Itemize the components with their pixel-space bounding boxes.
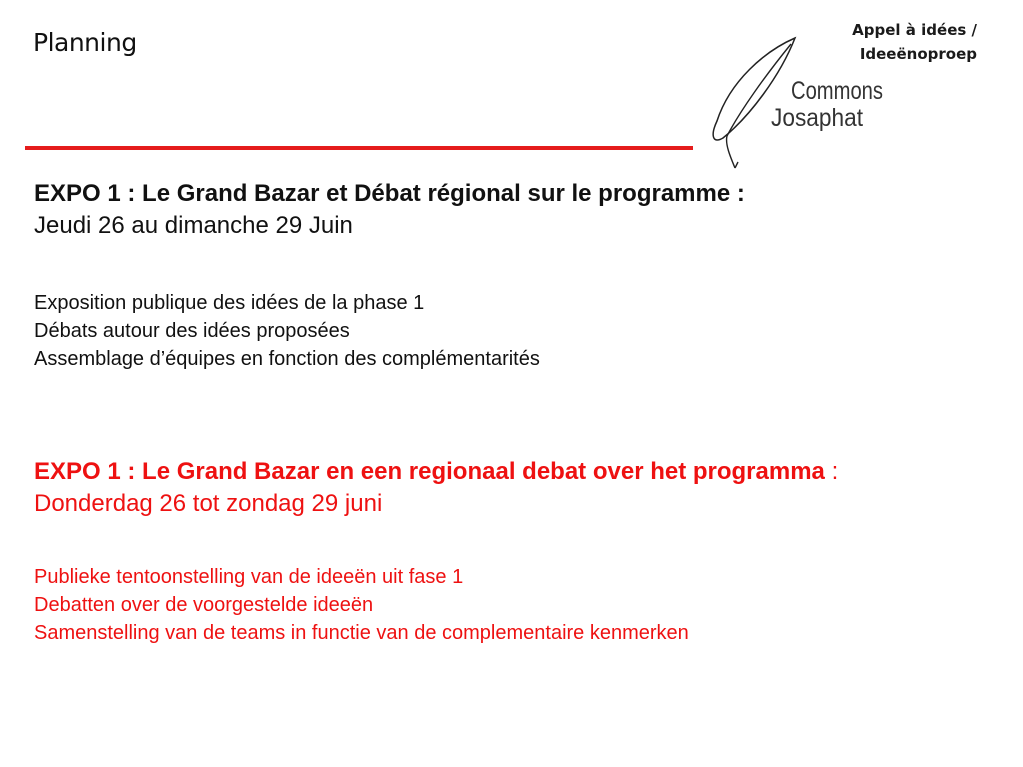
feather-icon [713,38,795,168]
french-event-dates: Jeudi 26 au dimanche 29 Juin [34,212,353,239]
list-item: Publieke tentoonstelling van de ideeën uit fase 1 [34,566,464,588]
title-divider [25,146,693,150]
dutch-event-dates: : Donderdag 26 tot zondag 29 juni [34,458,839,517]
list-item: Exposition publique des idées de la phase 1 [34,292,425,314]
logo-word-commons: Commons [791,77,883,105]
dutch-activity-list [34,563,689,647]
commons-josaphat-logo [705,36,890,171]
list-item: Débats autour des idées proposées [34,320,350,342]
list-item: Debatten over de voorgestelde ideeën [34,594,374,616]
logo-word-josaphat: Josaphat [771,104,864,132]
dutch-event-heading [34,456,934,520]
page-title: Planning [33,28,137,57]
french-event-heading [34,178,974,242]
call-line-dutch: Ideeënoproep [859,45,977,63]
dutch-event-title: EXPO 1 : Le Grand Bazar en een regionaal debat over het programma [34,458,825,485]
list-item: Assemblage d’équipes en fonction des complémentarités [34,348,540,370]
french-activity-list [34,289,540,373]
french-event-title: EXPO 1 : Le Grand Bazar et Débat régional sur le programme : [34,180,745,207]
list-item: Samenstelling van de teams in functie van de complementaire kenmerken [34,622,689,644]
call-line-french: Appel à idées / [852,21,977,39]
